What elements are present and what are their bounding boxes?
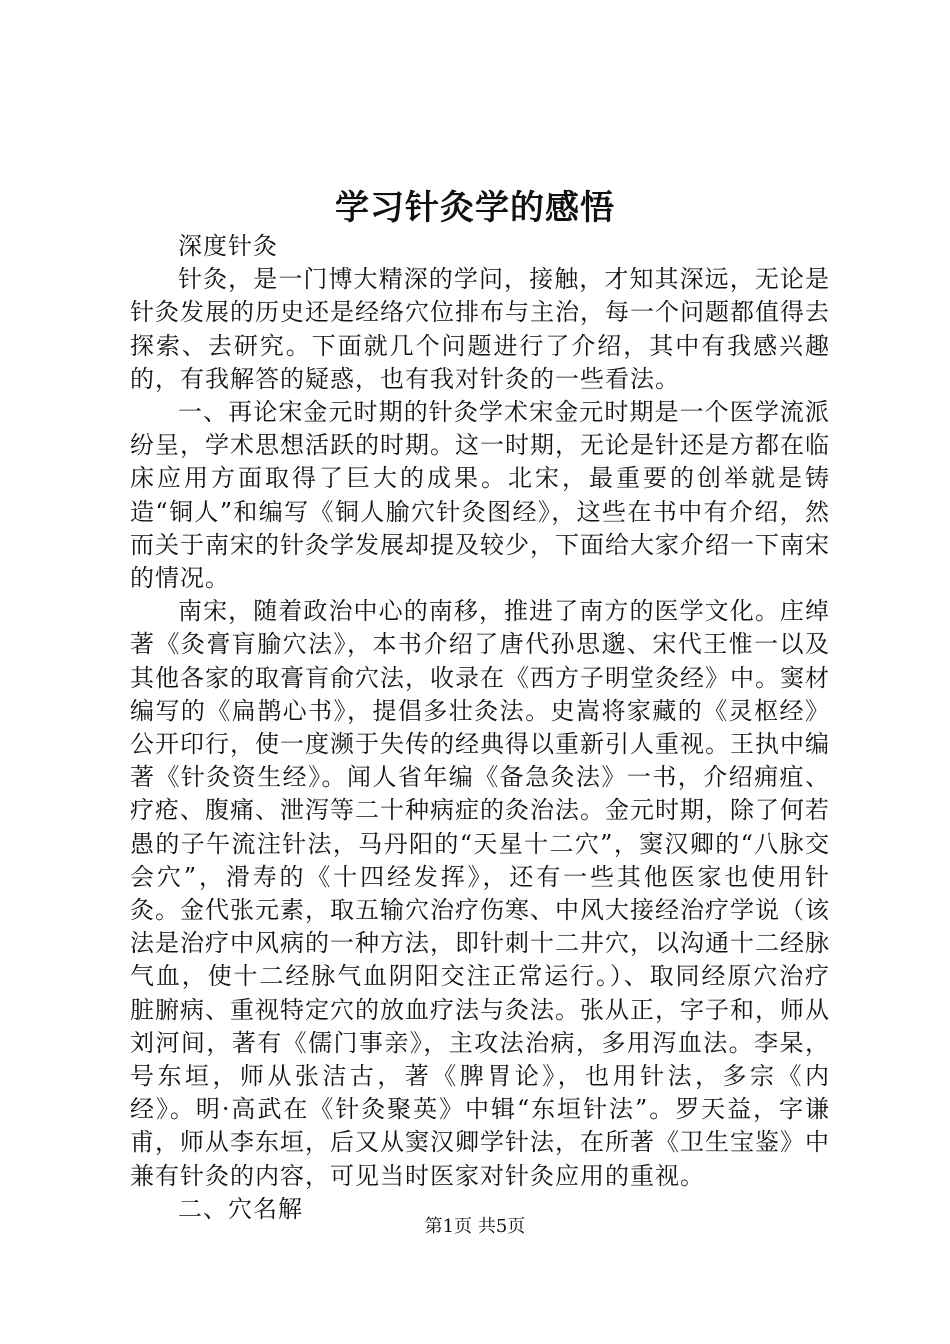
southern-song-paragraph: 南宋，随着政治中心的南移，推进了南方的医学文化。庄绰著《灸膏肓腧穴法》，本书介绍了唐代孙思邈、宋代王惟一以及其他各家的取膏肓俞穴法，收录在《西方子明堂灸经》中。窦材编写的《扁鹊心书》，提倡多壮灸法。史嵩将家藏的《灵枢经》公开印行，使一度濒于失传的经典得以重新引人重视。王执中编著《针灸资生经》。闻人省年编《备急灸法》一书，介绍痈疽、疗疮、腹痛、泄泻等二十种病症的灸治法。金元时期，除了何若愚的子午流注针法，马丹阳的“天星十二穴”，窦汉卿的“八脉交会穴”，滑寿的《十四经发挥》，还有一些其他医家也使用针灸。金代张元素，取五输穴治疗伤寒、中风大接经治疗学说（该法是治疗中风病的一种方法，即针刺十二井穴，以沟通十二经脉气血，使十二经脉气血阴阳交注正常运行。）、取同经原穴治疗脏腑病、重视特定穴的放血疗法与灸法。张从正，字子和，师从刘河间，著有《儒门事亲》，主攻法治病，多用泻血法。李杲，号东垣，师从张洁古，著《脾胃论》，也用针法，多宗《内经》。明·高武在《针灸聚英》中辑“东垣针法”。罗天益，字谦甫，师从李东垣，后又从窦汉卿学针法，在所著《卫生宝鉴》中兼有针灸的内容，可见当时医家对针灸应用的重视。	[130, 597, 830, 1190]
section-one-paragraph: 一、再论宋金元时期的针灸学术宋金元时期是一个医学流派纷呈，学术思想活跃的时期。这一时期，无论是针还是方都在临床应用方面取得了巨大的成果。北宋，最重要的创举就是铸造“铜人”和编写《铜人腧穴针灸图经》，这些在书中有介绍，然而关于南宋的针灸学发展却提及较少，下面给大家介绍一下南宋的情况。	[130, 398, 830, 593]
author-line: 深度针灸	[178, 232, 278, 260]
page-footer: 第1页 共5页	[424, 1216, 526, 1237]
document-title: 学习针灸学的感悟	[335, 188, 615, 228]
intro-paragraph: 针灸，是一门博大精深的学问，接触，才知其深远，无论是针灸发展的历史还是经络穴位排布与主治，每一个问题都值得去探索、去研究。下面就几个问题进行了介绍，其中有我感兴趣的，有我解答的疑惑，也有我对针灸的一些看法。	[130, 265, 830, 393]
section-two-heading: 二、穴名解	[178, 1194, 303, 1223]
document-body	[130, 230, 830, 1226]
